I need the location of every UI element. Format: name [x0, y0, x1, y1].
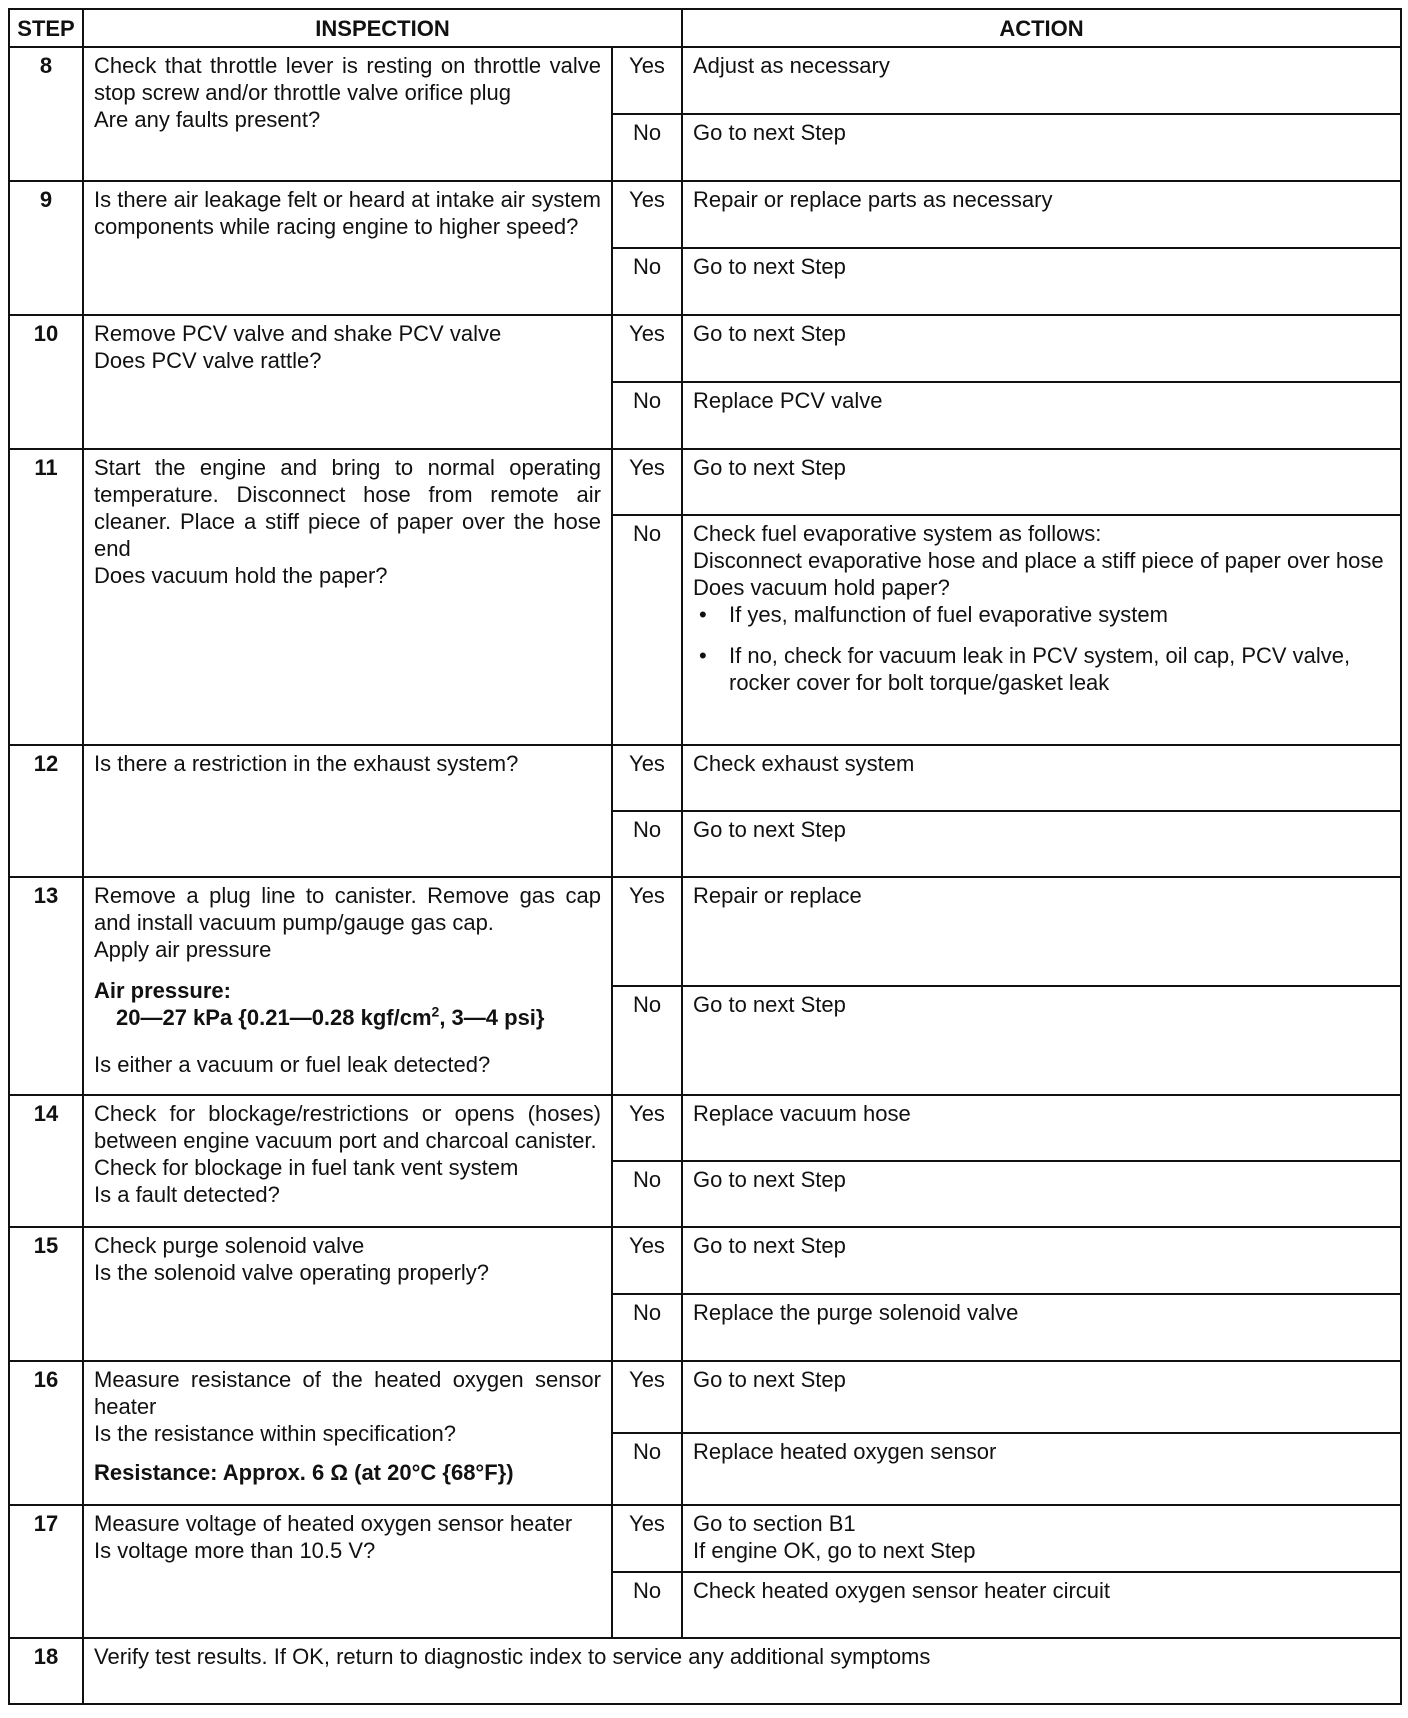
inspection-question: Is voltage more than 10.5 V?: [94, 1538, 376, 1563]
no-label: No: [612, 811, 682, 877]
bullet-item: [695, 642, 1390, 696]
step-number: 17: [9, 1505, 83, 1638]
inspection-question: Does PCV valve rattle?: [94, 348, 322, 373]
inspection-question: Does vacuum hold the paper?: [94, 563, 388, 588]
inspection-question: Are any faults present?: [94, 107, 321, 132]
step-number: 14: [9, 1095, 83, 1227]
inspection-text: [83, 1227, 612, 1361]
action-line: Go to section B1: [693, 1511, 856, 1536]
inspection-question: Is there air leakage felt or heard at intake air system components while racing engine to higher speed?: [94, 187, 601, 239]
no-action: Replace the purge solenoid valve: [682, 1294, 1401, 1361]
no-label: No: [612, 248, 682, 315]
yes-action: Repair or replace parts as necessary: [682, 181, 1401, 248]
action-line: Check fuel evaporative system as follows:: [693, 521, 1102, 546]
step-row-yes: [9, 1361, 1401, 1433]
step-number: 11: [9, 449, 83, 745]
yes-label: Yes: [612, 181, 682, 248]
yes-label: Yes: [612, 1095, 682, 1161]
inspection-text: [83, 1095, 612, 1227]
step-number: 15: [9, 1227, 83, 1361]
diagnostic-page: [8, 8, 1400, 1705]
final-instruction: Verify test results. If OK, return to diagnostic index to service any additional symptoms: [83, 1638, 1401, 1704]
inspection-text: [83, 745, 612, 877]
inspection-question: Is a fault detected?: [94, 1182, 280, 1207]
step-row-yes: [9, 1505, 1401, 1572]
header-row: [9, 9, 1401, 47]
no-action: Replace PCV valve: [682, 382, 1401, 449]
header-action: ACTION: [682, 9, 1401, 47]
inspection-line: Check purge solenoid valve: [94, 1233, 365, 1258]
no-action: Replace heated oxygen sensor: [682, 1433, 1401, 1505]
yes-action: Repair or replace: [682, 877, 1401, 986]
no-action: Go to next Step: [682, 1161, 1401, 1227]
no-label: No: [612, 382, 682, 449]
inspection-line: Check for blockage/restrictions or opens (hoses) between engine vacuum port and charcoal canister.: [94, 1101, 601, 1153]
step-row-yes: [9, 1227, 1401, 1294]
inspection-question: Is either a vacuum or fuel leak detected?: [94, 1052, 491, 1077]
inspection-text: [83, 47, 612, 181]
yes-label: Yes: [612, 449, 682, 515]
inspection-text: [83, 1505, 612, 1638]
no-label: No: [612, 1433, 682, 1505]
step-number: 18: [9, 1638, 83, 1704]
no-action: [682, 515, 1401, 745]
yes-action: Adjust as necessary: [682, 47, 1401, 114]
yes-label: Yes: [612, 1505, 682, 1572]
inspection-line: Start the engine and bring to normal operating temperature. Disconnect hose from remote air cleaner. Place a stiff piece of paper over the hose end: [94, 455, 601, 561]
step-number: 8: [9, 47, 83, 181]
spec-label: Air pressure:: [94, 978, 231, 1003]
yes-label: Yes: [612, 745, 682, 811]
inspection-line: Check that throttle lever is resting on throttle valve stop screw and/or throttle valve orifice plug: [94, 53, 601, 105]
header-inspection: INSPECTION: [83, 9, 682, 47]
inspection-text: [83, 1361, 612, 1505]
bullet-icon: •: [699, 643, 707, 668]
action-line: Disconnect evaporative hose and place a stiff piece of paper over hose: [693, 548, 1384, 573]
yes-label: Yes: [612, 315, 682, 382]
action-line: If engine OK, go to next Step: [693, 1538, 976, 1563]
no-label: No: [612, 114, 682, 181]
step-number: 16: [9, 1361, 83, 1505]
inspection-line: Apply air pressure: [94, 937, 272, 962]
step-number: 10: [9, 315, 83, 449]
inspection-text: [83, 181, 612, 315]
no-action: Go to next Step: [682, 986, 1401, 1095]
bullet-icon: •: [699, 602, 707, 627]
yes-action: [682, 1505, 1401, 1572]
step-row-yes: [9, 315, 1401, 382]
step-number: 9: [9, 181, 83, 315]
yes-action: Go to next Step: [682, 1361, 1401, 1433]
no-action: Check heated oxygen sensor heater circuit: [682, 1572, 1401, 1638]
no-label: No: [612, 1161, 682, 1227]
inspection-question: Is the resistance within specification?: [94, 1421, 456, 1446]
inspection-line: Measure voltage of heated oxygen sensor heater: [94, 1511, 573, 1536]
action-line: Does vacuum hold paper?: [693, 575, 950, 600]
step-row-yes: [9, 181, 1401, 248]
step-row-yes: [9, 1095, 1401, 1161]
yes-action: Replace vacuum hose: [682, 1095, 1401, 1161]
no-action: Go to next Step: [682, 248, 1401, 315]
bullet-item: [695, 601, 1390, 628]
bullet-text: If no, check for vacuum leak in PCV system, oil cap, PCV valve, rocker cover for bolt torque/gasket leak: [729, 643, 1351, 695]
step-row-final: [9, 1638, 1401, 1704]
yes-label: Yes: [612, 1227, 682, 1294]
inspection-text: [83, 877, 612, 1095]
inspection-text: [83, 315, 612, 449]
spec-value: 20—27 kPa {0.21—0.28 kgf/$cm^2$, 3—4 psi}: [116, 1003, 545, 1030]
no-action: Go to next Step: [682, 811, 1401, 877]
step-row-yes: [9, 745, 1401, 811]
step-row-yes: [9, 47, 1401, 114]
step-row-yes: [9, 877, 1401, 986]
inspection-text: [83, 449, 612, 745]
step-row-yes: [9, 449, 1401, 515]
bullet-text: If yes, malfunction of fuel evaporative system: [729, 602, 1168, 627]
yes-action: Go to next Step: [682, 315, 1401, 382]
inspection-line: Measure resistance of the heated oxygen sensor heater: [94, 1367, 601, 1419]
yes-label: Yes: [612, 47, 682, 114]
no-label: No: [612, 1294, 682, 1361]
header-step: STEP: [9, 9, 83, 47]
diagnostic-table: [8, 8, 1402, 1705]
yes-label: Yes: [612, 877, 682, 986]
inspection-line: Check for blockage in fuel tank vent system: [94, 1155, 519, 1180]
inspection-line: Remove a plug line to canister. Remove gas cap and install vacuum pump/gauge gas cap.: [94, 883, 601, 935]
yes-label: Yes: [612, 1361, 682, 1433]
no-label: No: [612, 1572, 682, 1638]
step-number: 13: [9, 877, 83, 1095]
spec-value: Resistance: Approx. 6 Ω (at 20°C {68°F}): [94, 1460, 514, 1485]
no-action: Go to next Step: [682, 114, 1401, 181]
no-label: No: [612, 986, 682, 1095]
inspection-line: Remove PCV valve and shake PCV valve: [94, 321, 502, 346]
inspection-question: Is there a restriction in the exhaust system?: [94, 751, 519, 776]
no-label: No: [612, 515, 682, 745]
step-number: 12: [9, 745, 83, 877]
inspection-question: Is the solenoid valve operating properly?: [94, 1260, 490, 1285]
yes-action: Check exhaust system: [682, 745, 1401, 811]
yes-action: Go to next Step: [682, 1227, 1401, 1294]
yes-action: Go to next Step: [682, 449, 1401, 515]
